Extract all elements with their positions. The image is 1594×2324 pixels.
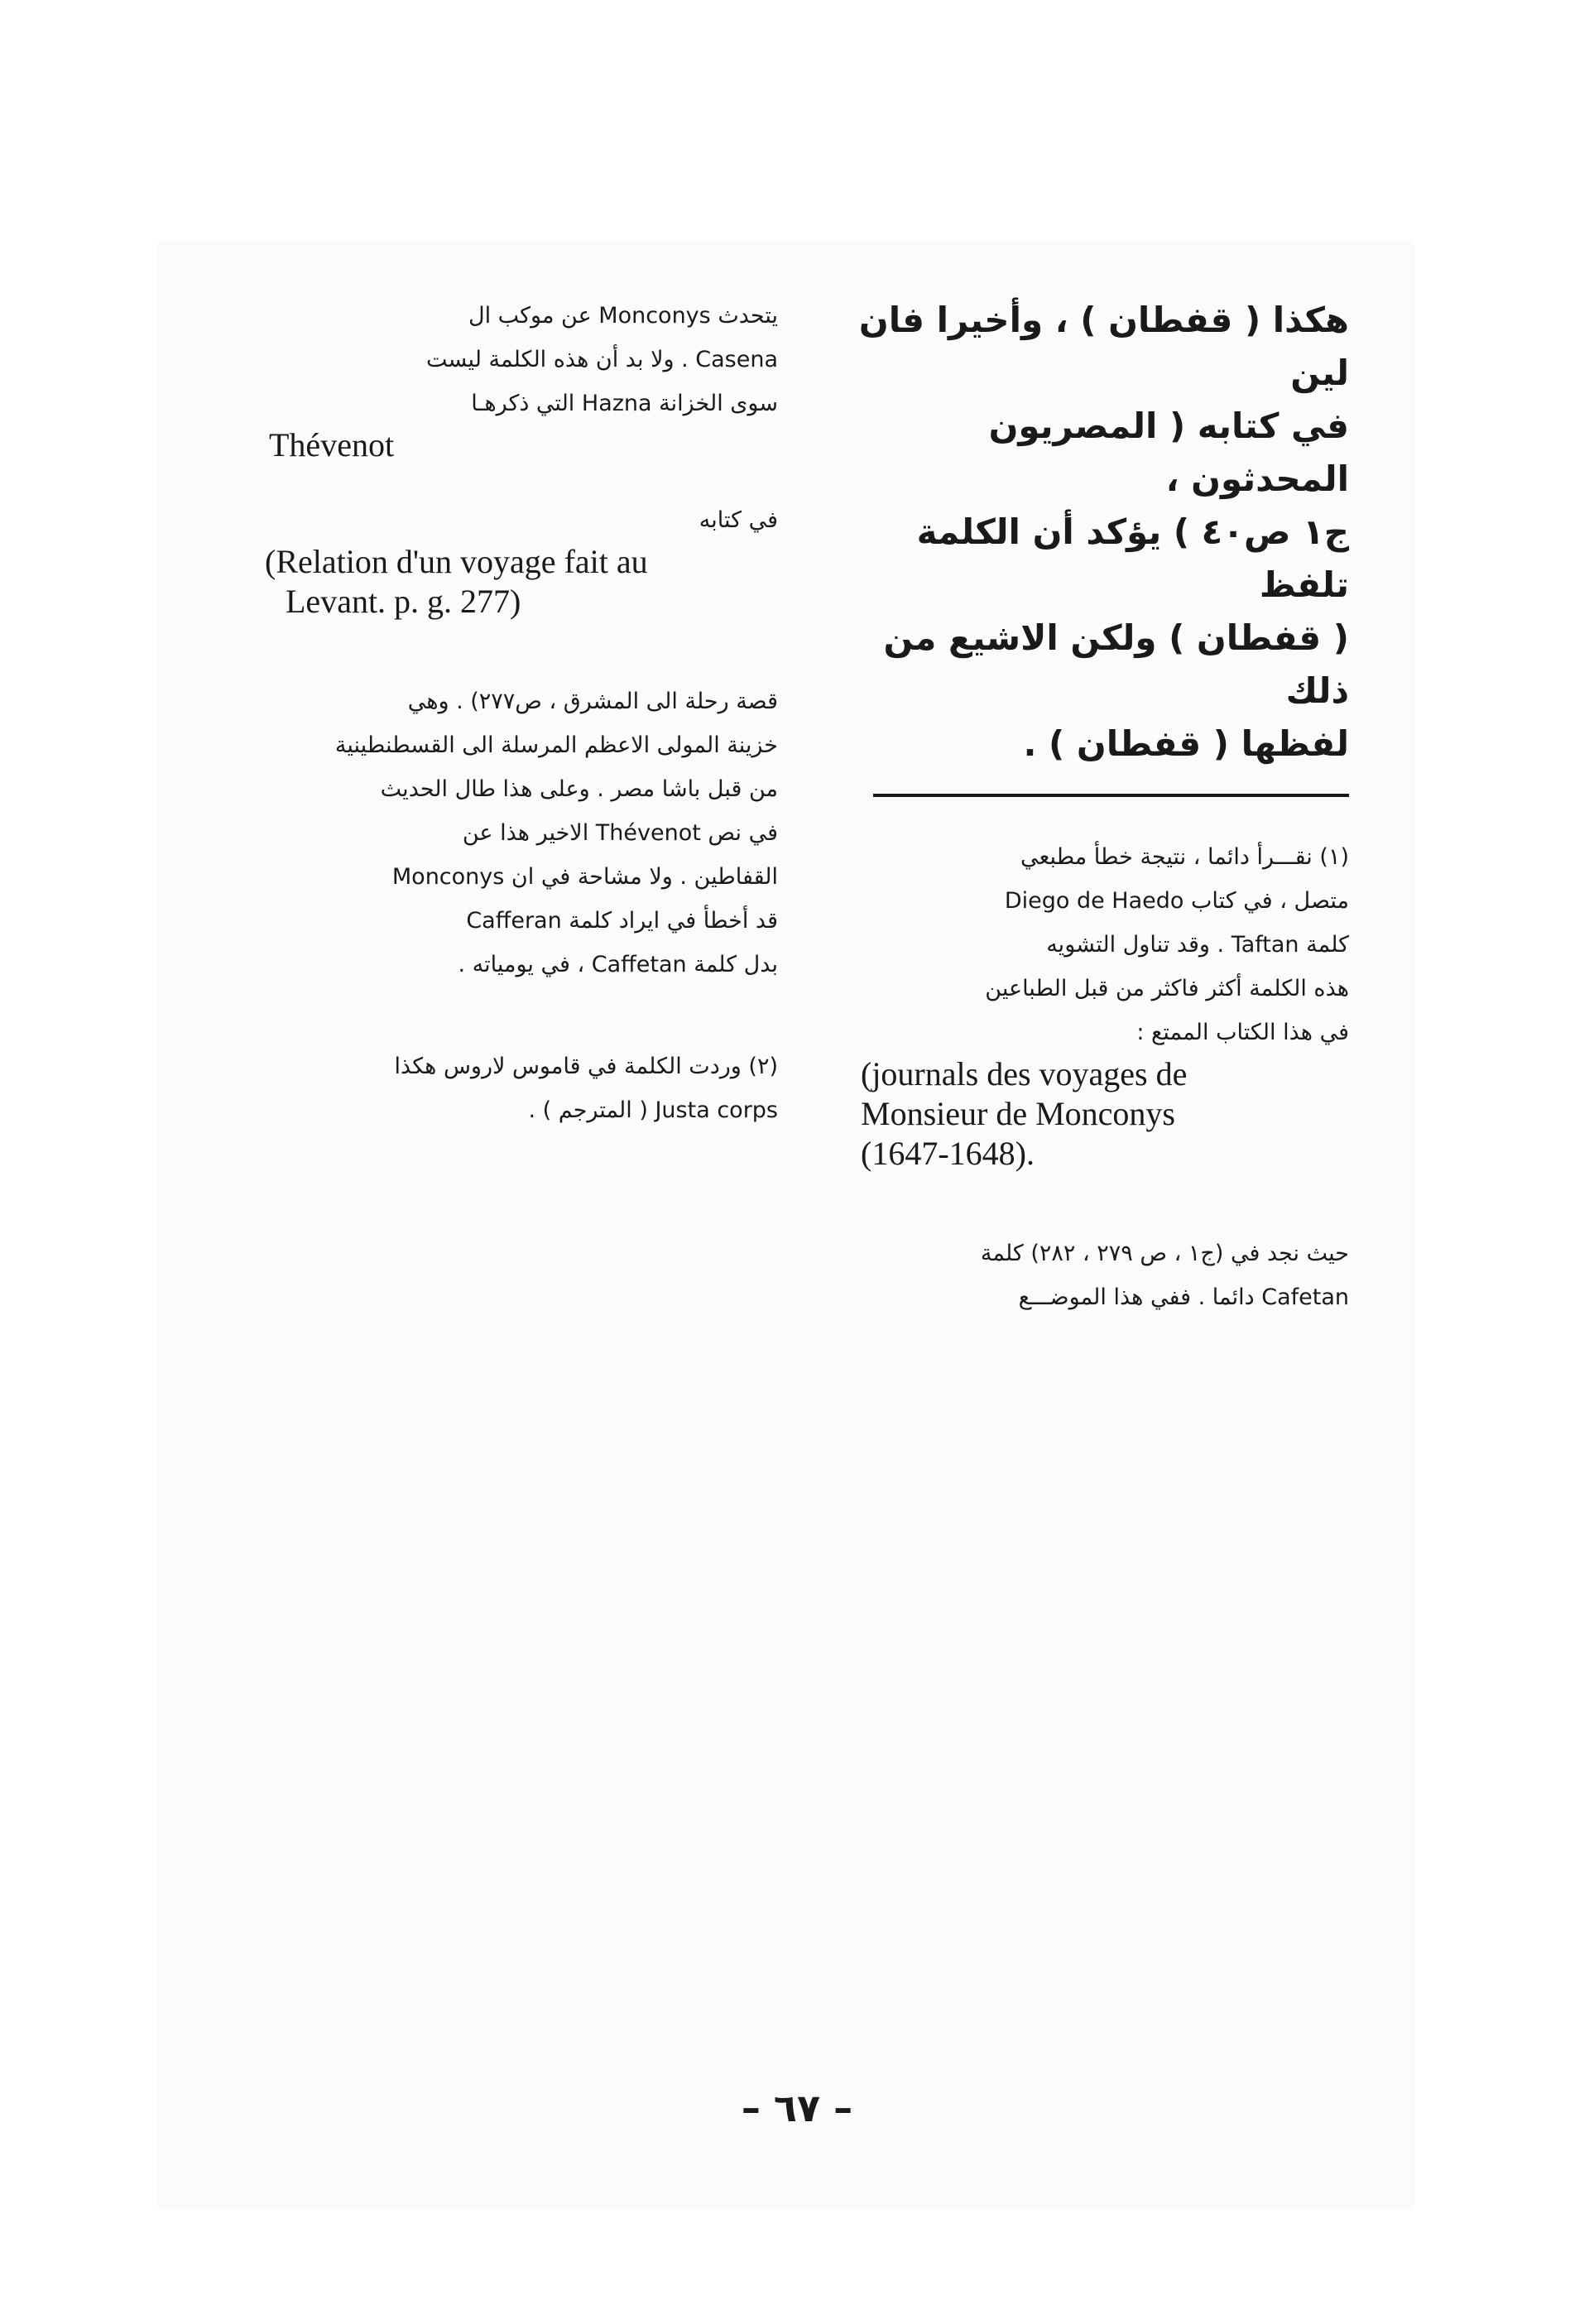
footnote-1-line: متصل ، في كتاب Diego de Haedo: [1004, 888, 1349, 914]
left-text-line: من قبل باشا مصر . وعلى هذا طال الحديث: [380, 776, 778, 802]
left-middle-text: [265, 679, 778, 987]
footnote-2-line: Justa corps ( المترجم ) .: [528, 1097, 778, 1123]
footnote-1-line: هذه الكلمة أكثر فاكثر من قبل الطباعين: [985, 976, 1349, 1001]
left-text-line: سوى الخزانة Hazna التي ذكرهـا: [471, 391, 778, 416]
thevenot-name: Thévenot: [269, 426, 395, 463]
latin-line: Monsieur de Monconys: [861, 1095, 1175, 1132]
left-text-line: قصة رحلة الى المشرق ، ص٢٧٧) . وهي: [407, 689, 778, 714]
latin-line: (1647-1648).: [861, 1135, 1035, 1172]
footnote-1-ending: [852, 1232, 1349, 1319]
footnote-1-line: Cafetan دائما . ففي هذا الموضـــع: [1018, 1284, 1349, 1310]
relation-citation: [265, 542, 778, 622]
footnote-1-line: حيث نجد في (ج١ ، ص ٢٧٩ ، ٢٨٢) كلمة: [980, 1241, 1349, 1266]
latin-line: (Relation d'un voyage fait au: [265, 543, 648, 580]
right-column: [852, 294, 1349, 1319]
footnote-1: [852, 835, 1349, 1054]
footnote-1-line: في هذا الكتاب الممتع :: [1136, 1020, 1349, 1045]
left-text-line: بدل كلمة Caffetan ، في يومياته .: [458, 952, 778, 977]
main-text-line: ( قفطان ) ولكن الاشيع من ذلك: [883, 617, 1349, 711]
footnote-separator-rule: [873, 794, 1349, 797]
main-text-line: لفظها ( قفطان ) .: [1023, 723, 1349, 764]
left-text-line: في نص Thévenot الاخير هذا عن: [462, 820, 778, 846]
footnote-2-line: (٢) وردت الكلمة في قاموس لاروس هكذا: [394, 1054, 778, 1079]
main-text-line: في كتابه ( المصريون المحدثون ،: [988, 406, 1349, 499]
main-text: [852, 294, 1349, 771]
left-text-line: يتحدث Monconys عن موكب ال: [468, 303, 778, 329]
left-top-text: [265, 294, 778, 425]
left-column: [265, 294, 778, 1132]
footnote-2: [265, 1044, 778, 1132]
latin-line: Levant. p. g. 277): [286, 583, 521, 620]
footnote-1-latin-citation: [852, 1054, 1349, 1174]
latin-line: (journals des voyages de: [861, 1055, 1188, 1092]
left-text-line: Casena . ولا بد أن هذه الكلمة ليست: [425, 347, 778, 372]
left-text-line: قد أخطأ في ايراد كلمة Cafferan: [466, 908, 778, 934]
left-text-line: في كتابه: [699, 507, 778, 533]
main-text-line: ج١ ص٤٠ ) يؤكد أن الكلمة تلفظ: [916, 511, 1349, 605]
page-number: – ٦٧ –: [741, 2086, 853, 2130]
footnote-1-line: (١) نقـــرأ دائما ، نتيجة خطأ مطبعي: [1020, 844, 1349, 870]
footnote-1-line: كلمة Taftan . وقد تناول التشويه: [1046, 932, 1349, 958]
left-text-line: القفاطين . ولا مشاحة في ان Monconys: [391, 864, 778, 890]
main-text-line: هكذا ( قفطان ) ، وأخيرا فان لين: [858, 300, 1349, 393]
left-text-line: خزينة المولى الاعظم المرسلة الى القسطنطينية: [334, 732, 778, 758]
